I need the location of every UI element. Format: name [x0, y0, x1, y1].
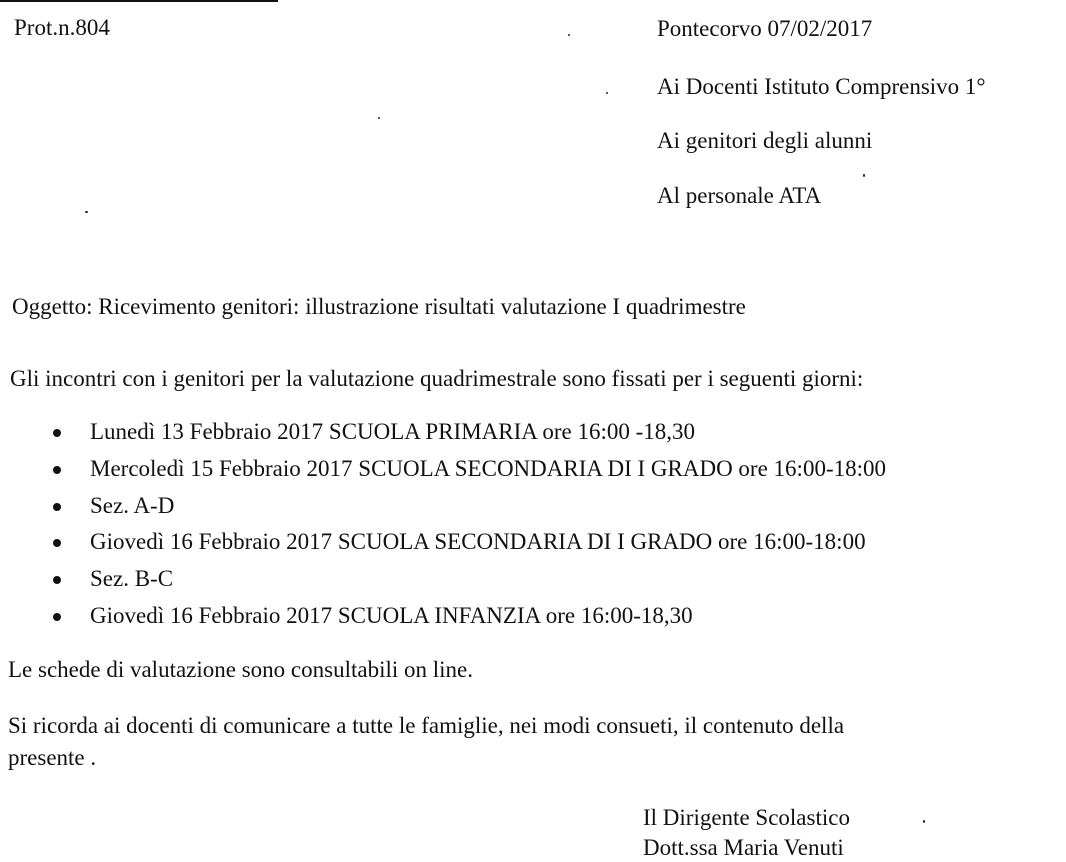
bullet-icon [53, 503, 61, 511]
top-rule [0, 0, 278, 2]
signature-role: Il Dirigente Scolastico [643, 805, 850, 830]
recipient-teachers: Ai Docenti Istituto Comprensivo 1° [657, 74, 986, 99]
subject-line: Oggetto: Ricevimento genitori: illustrazione risultati valutazione I quadrimestre [12, 294, 746, 319]
bullet-icon [53, 539, 61, 547]
scan-speck [568, 34, 570, 36]
schedule-item-text: Mercoledì 15 Febbraio 2017 SCUOLA SECONDARIA DI I GRADO ore 16:00-18:00 [90, 455, 886, 481]
schedule-item-text: Giovedì 16 Febbraio 2017 SCUOLA SECONDARIA DI I GRADO ore 16:00-18:00 [90, 529, 866, 555]
recipient-ata: Al personale ATA [657, 183, 822, 208]
signature-name: Dott.ssa Maria Venuti [643, 835, 844, 860]
bullet-icon [53, 576, 61, 584]
place-date: Pontecorvo 07/02/2017 [657, 16, 873, 41]
recipient-parents: Ai genitori degli alunni [657, 128, 873, 153]
schedule-item-text: Giovedì 16 Febbraio 2017 SCUOLA INFANZIA ore 16:00-18,30 [90, 602, 693, 628]
intro-paragraph: Gli incontri con i genitori per la valutazione quadrimestrale sono fissati per i seguenti giorni: [10, 366, 864, 391]
protocol-number: Prot.n.804 [14, 15, 110, 40]
scan-speck [863, 174, 865, 177]
scan-speck [378, 117, 380, 119]
schedule-item-text: Sez. B-C [90, 566, 174, 592]
teachers-note-line-1: Si ricorda ai docenti di comunicare a tutte le famiglie, nei modi consueti, il contenuto della [8, 713, 845, 738]
bullet-icon [53, 466, 61, 474]
teachers-note-line-2: presente . [8, 745, 97, 770]
schedule-item-text: Lunedì 13 Febbraio 2017 SCUOLA PRIMARIA ore 16:00 -18,30 [90, 419, 696, 444]
schedule-item-text: Sez. A-D [90, 492, 175, 518]
scan-speck [606, 92, 608, 94]
scan-speck [85, 211, 88, 213]
scan-speck [923, 820, 925, 823]
bullet-icon [53, 613, 61, 621]
bullet-icon [53, 429, 61, 437]
online-note: Le schede di valutazione sono consultabili on line. [8, 657, 473, 682]
